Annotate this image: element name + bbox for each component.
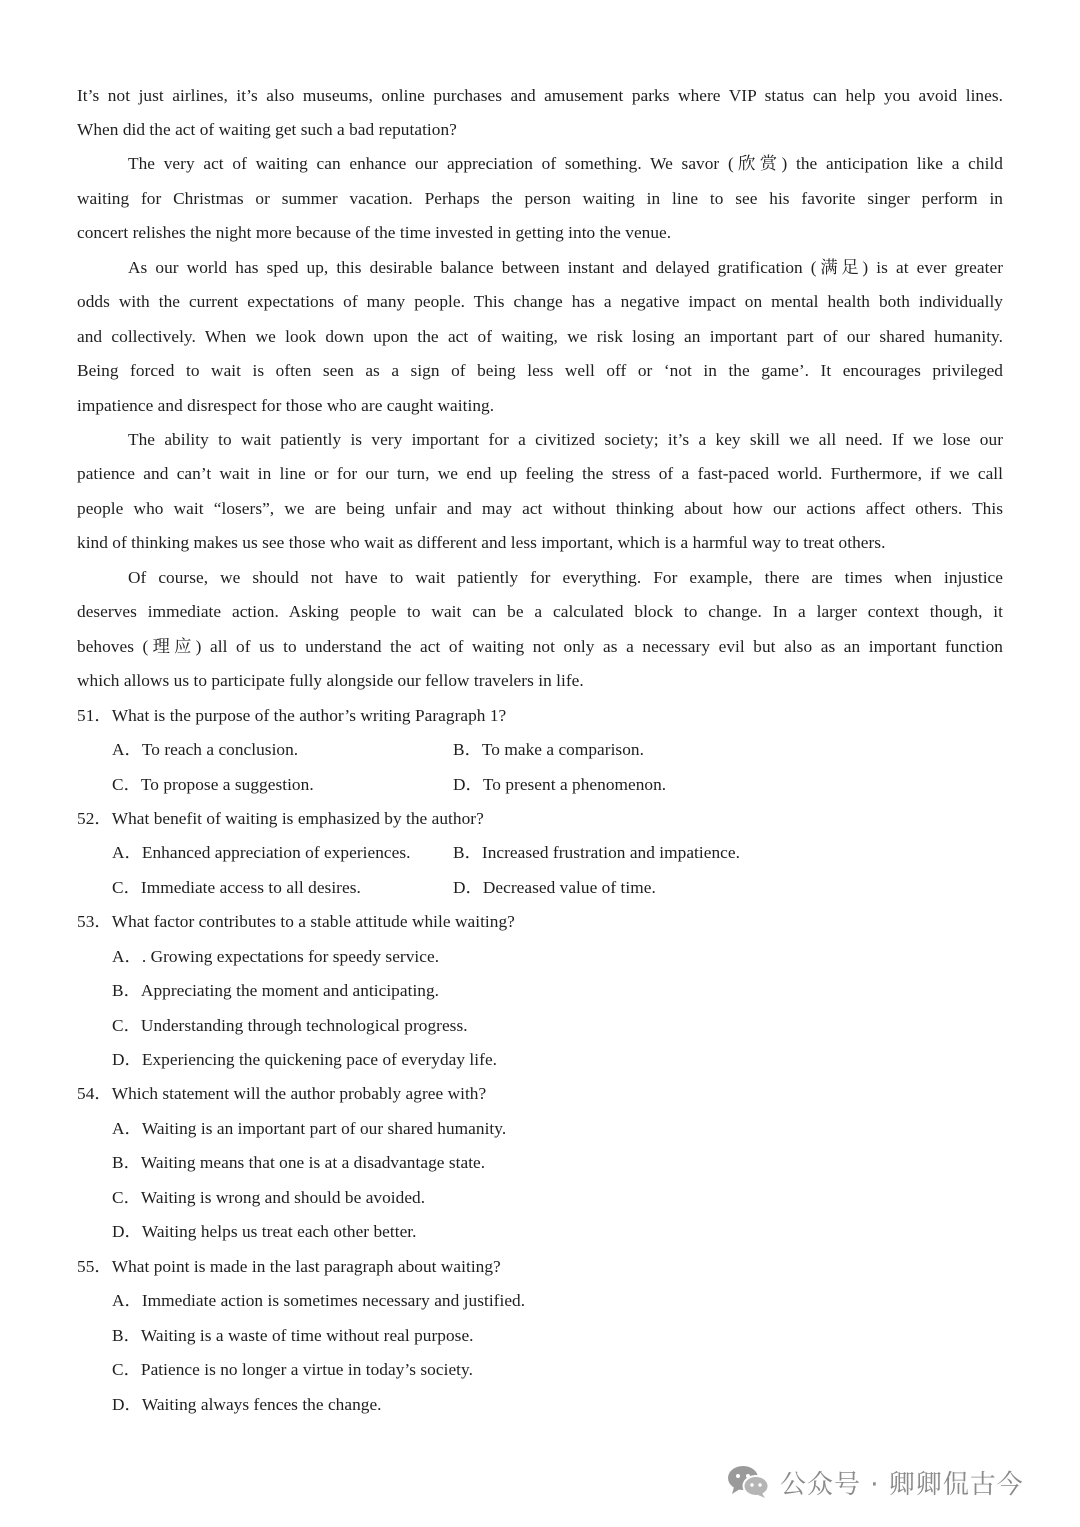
passage-line: patience and can’t wait in line or for our turn, we end up feeling the stress of a fast-paced world. Furthermore, if we call [77, 464, 1003, 483]
option-a: A．Immediate action is sometimes necessary and justified. [112, 1291, 526, 1310]
passage-line: odds with the current expectations of many people. This change has a negative impact on mental health both individually [77, 292, 1003, 311]
passage-line: which allows us to participate fully alongside our fellow travelers in life. [77, 671, 584, 690]
passage-line: The very act of waiting can enhance our appreciation of something. We savor (欣赏) the anticipation like a child [128, 154, 1003, 173]
passage-line: As our world has sped up, this desirable balance between instant and delayed gratification (满足) is at ever greater [128, 258, 1003, 277]
passage-line: It’s not just airlines, it’s also museums, online purchases and amusement parks where VIP status can help you avoid lines. [77, 86, 1003, 105]
option-a: A．. Growing expectations for speedy service. [112, 947, 440, 966]
option-c: C．Patience is no longer a virtue in today’s society. [112, 1360, 473, 1379]
watermark-text: 公众号 · 卿卿侃古今 [780, 1469, 1024, 1500]
option-a: A．Waiting is an important part of our shared humanity. [112, 1119, 507, 1138]
option-d: D．Experiencing the quickening pace of everyday life. [112, 1050, 498, 1069]
passage-line: concert relishes the night more because of the time invested in getting into the venue. [77, 223, 672, 242]
wechat-icon [726, 1464, 770, 1500]
passage-line: waiting for Christmas or summer vacation. Perhaps the person waiting in line to see his favorite singer perform in [77, 189, 1003, 208]
question-stem: 52．What benefit of waiting is emphasized by the author? [77, 809, 484, 828]
passage-line: Being forced to wait is often seen as a sign of being less well off or ‘not in the game’. It encourages privileged [77, 361, 1003, 380]
option-c: C．Immediate access to all desires. [112, 878, 361, 897]
option-c: C．Waiting is wrong and should be avoided. [112, 1188, 426, 1207]
passage-line: impatience and disrespect for those who are caught waiting. [77, 396, 495, 415]
option-b: B．To make a comparison. [453, 740, 644, 759]
option-c: C．Understanding through technological progress. [112, 1016, 468, 1035]
passage-line: and collectively. When we look down upon the act of waiting, we risk losing an important part of our shared humanity. [77, 327, 1003, 346]
passage-line: kind of thinking makes us see those who wait as different and less important, which is a harmful way to treat others. [77, 533, 886, 552]
option-b: B．Waiting means that one is at a disadvantage state. [112, 1153, 486, 1172]
option-b: B．Increased frustration and impatience. [453, 843, 740, 862]
option-c: C．To propose a suggestion. [112, 775, 314, 794]
passage-line: behoves (理应) all of us to understand the act of waiting not only as a necessary evil but also as an important function [77, 637, 1003, 656]
passage-line: deserves immediate action. Asking people to wait can be a calculated block to change. In a larger context though, it [77, 602, 1003, 621]
option-a: A．To reach a conclusion. [112, 740, 299, 759]
question-stem: 53．What factor contributes to a stable attitude while waiting? [77, 912, 515, 931]
passage-line: When did the act of waiting get such a bad reputation? [77, 120, 457, 139]
passage-line: people who wait “losers”, we are being unfair and may act without thinking about how our actions affect others. This [77, 499, 1003, 518]
question-stem: 51．What is the purpose of the author’s writing Paragraph 1? [77, 706, 507, 725]
option-b: B．Waiting is a waste of time without real purpose. [112, 1326, 474, 1345]
option-d: D．To present a phenomenon. [453, 775, 667, 794]
option-d: D．Waiting helps us treat each other better. [112, 1222, 417, 1241]
wechat-watermark [726, 1462, 1024, 1502]
question-stem: 54．Which statement will the author probably agree with? [77, 1084, 487, 1103]
option-d: D．Decreased value of time. [453, 878, 656, 897]
passage-line: The ability to wait patiently is very important for a civitized society; it’s a key skill we all need. If we lose our [128, 430, 1003, 449]
passage-line: Of course, we should not have to wait patiently for everything. For example, there are times when injustice [128, 568, 1003, 587]
option-b: B．Appreciating the moment and anticipating. [112, 981, 440, 1000]
option-d: D．Waiting always fences the change. [112, 1395, 382, 1414]
question-stem: 55．What point is made in the last paragraph about waiting? [77, 1257, 501, 1276]
option-a: A．Enhanced appreciation of experiences. [112, 843, 411, 862]
